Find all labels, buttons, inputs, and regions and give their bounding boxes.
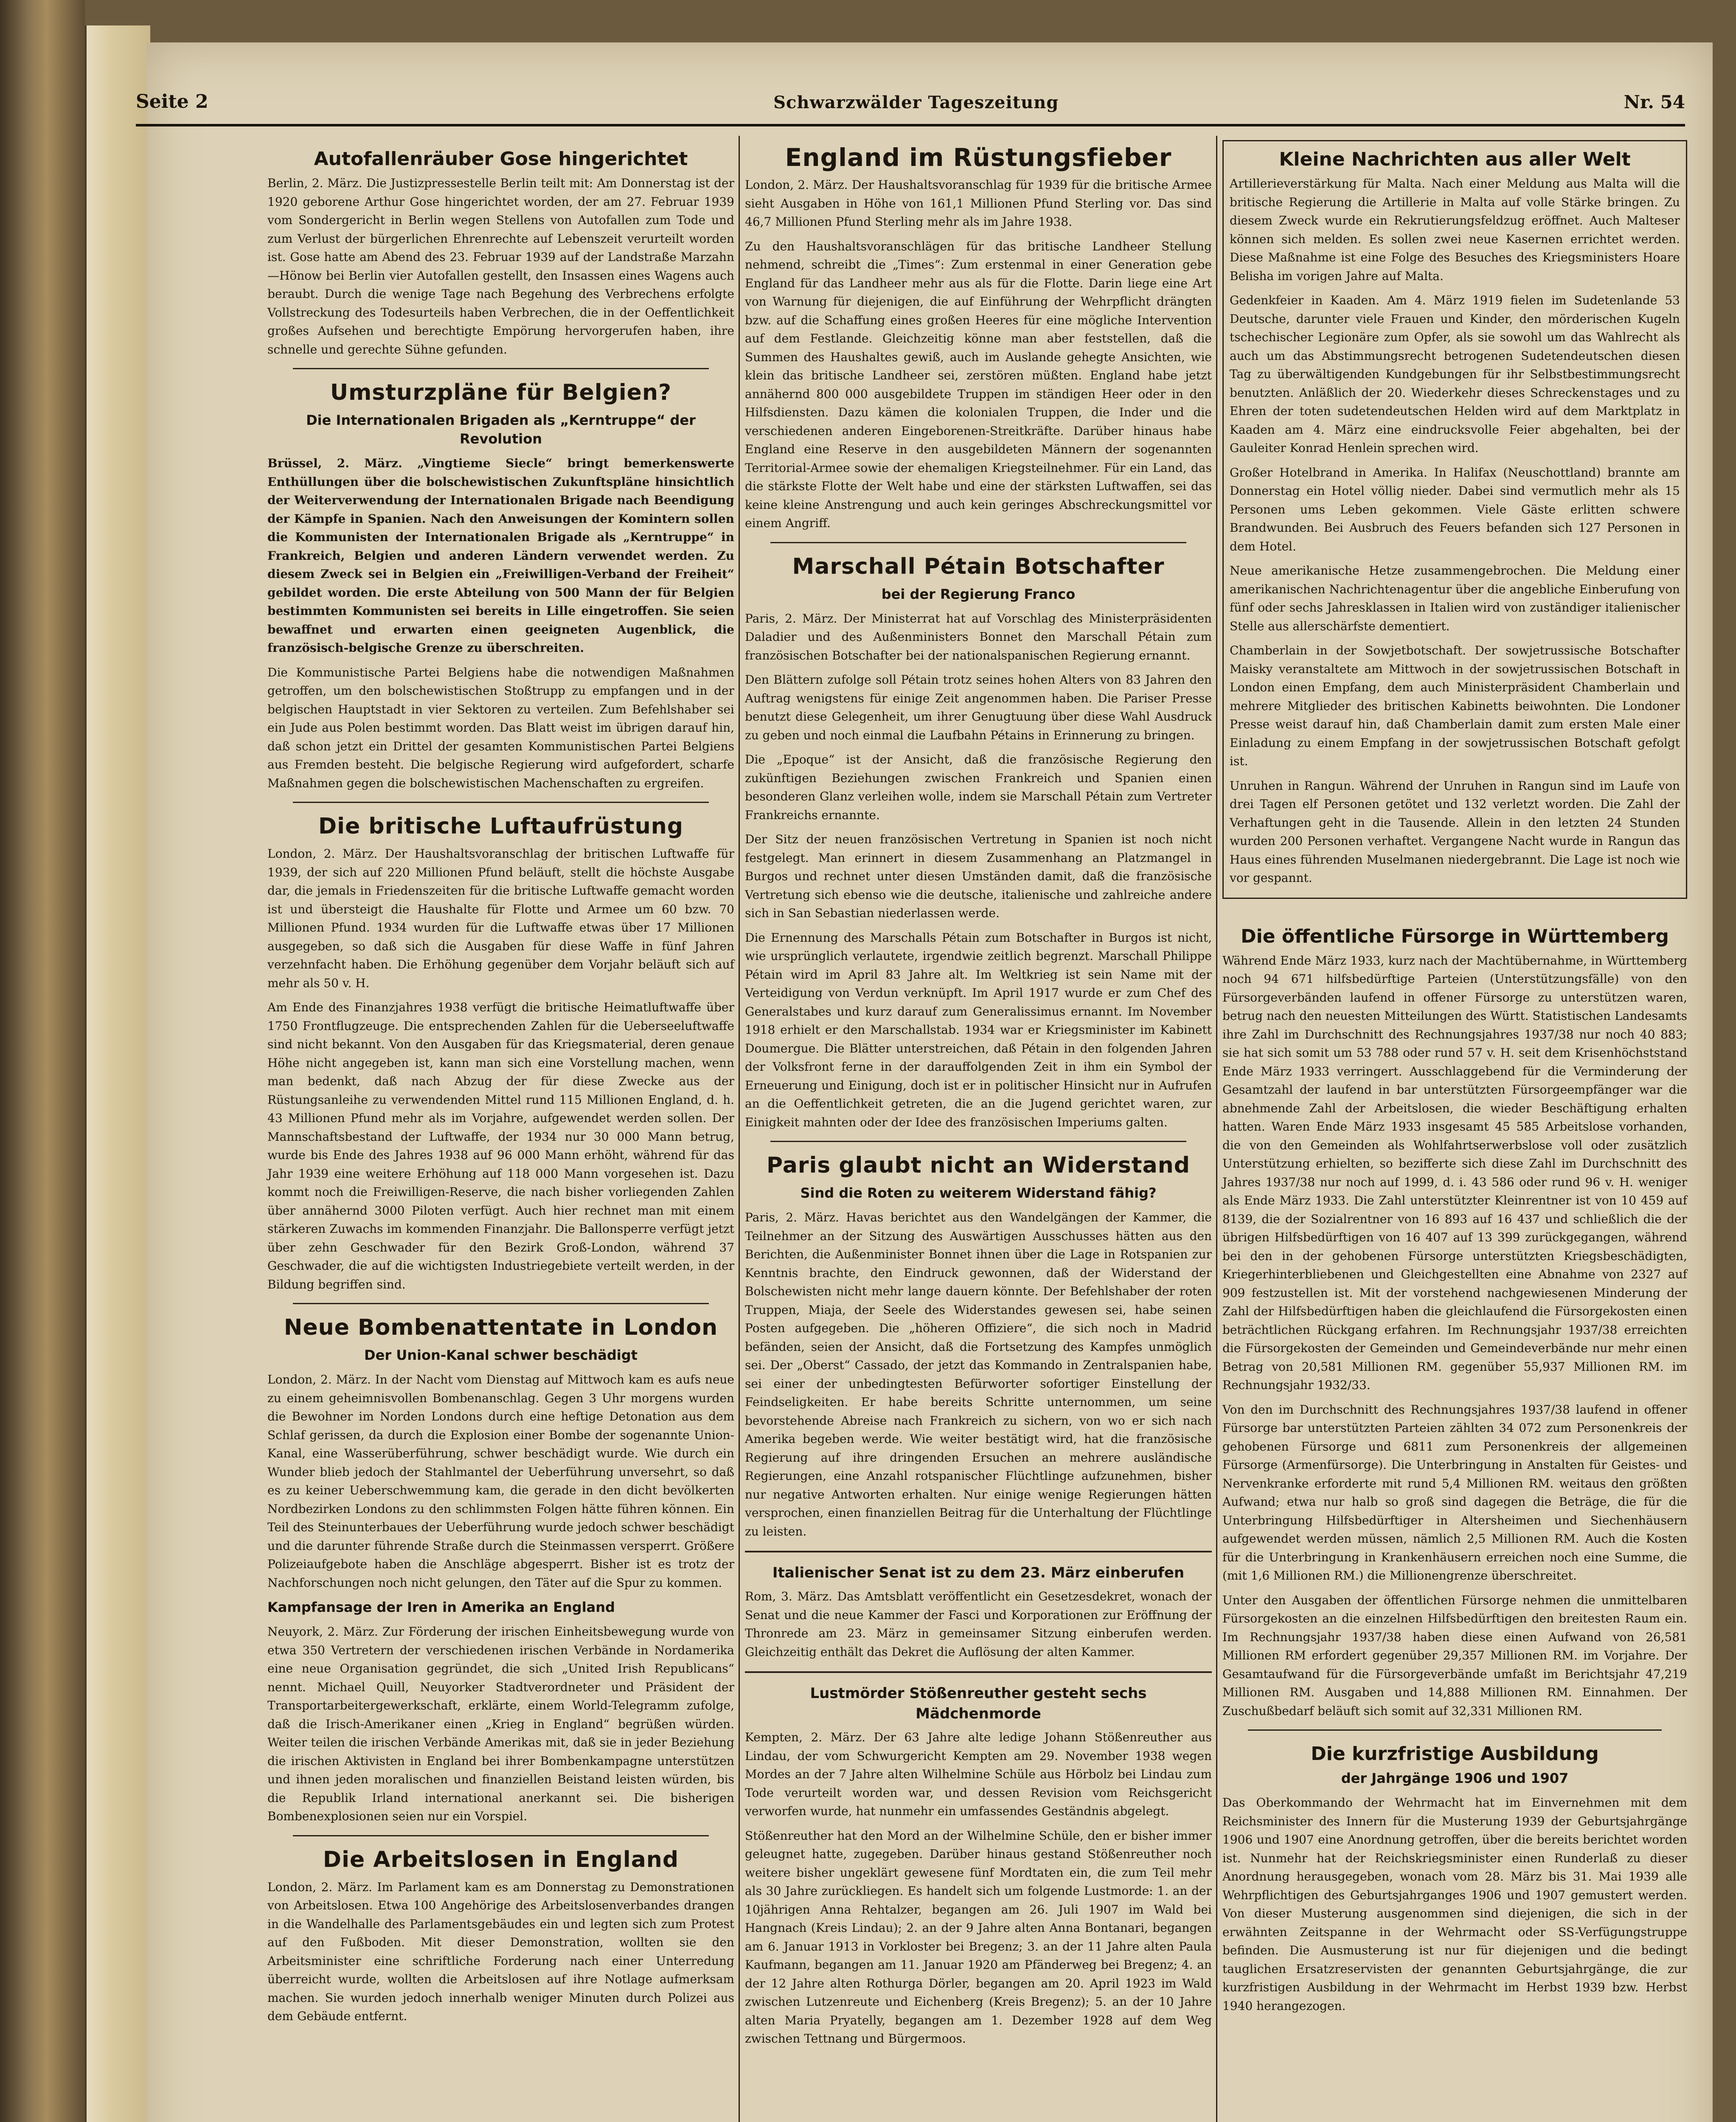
separator: [745, 1671, 1212, 1673]
article-body: London, 2. März. Der Haushaltsvoranschlag für 1939 für die britische Armee sieht Ausgaben in Höhe von 161,1 Millionen Pfund Sterling vor. Das sind 46,7 Millionen Pfund Sterling mehr als im Jahre 1938.: [745, 178, 1212, 229]
article-title: Paris glaubt nicht an Widerstand: [767, 1153, 1190, 1178]
separator: [293, 1835, 709, 1836]
separator: [745, 1551, 1212, 1552]
article-title: Italienischer Senat ist zu dem 23. März einberufen: [772, 1564, 1185, 1581]
article-body: Kempten, 2. März. Der 63 Jahre alte ledige Johann Stößenreuther aus Lindau, der vom Schwurgericht Kempten am 29. November 1938 wegen Mordes an der 7 Jahre alten Wilhelmine Schüle aus Hörbolz bei Lindau zum Tode verurteilt worden war, und dessen Revision vom Reichsgericht verworfen wurde, hat nunmehr ein umfassendes Geständnis abgelegt.: [745, 1730, 1212, 1818]
page-stack-edge: [85, 25, 150, 2122]
article-subtitle: Sind die Roten zu weiterem Widerstand fähig?: [800, 1185, 1157, 1201]
column-3: [1222, 136, 1687, 2021]
article-body: Paris, 2. März. Havas berichtet aus den Wandelgängen der Kammer, die Teilnehmer an der Sitzung des Auswärtigen Ausschusses hätten aus den Berichten, die Außenminister Bonnet ihnen über die Lage in Rotspanien zur Kenntnis brachte, den Eindruck gewonnen, daß der Widerstand der Bolschewisten nicht mehr lange dauern könnte. Der Befehlshaber der roten Truppen, Miaja, der Seele des Widerstandes gewesen sei, habe seinen Posten aufgegeben. Die „höheren Offiziere“, die sich noch in Madrid befänden, seien der Ansicht, daß die Fortsetzung des Kampfes unmöglich sei. Der „Oberst“ Cassado, der jetzt das Kommando in Zentralspanien habe, sei einer der unbedingtesten Befürworter sofortiger Einstellung der Feindseligkeiten. Er habe bereits Schritte unternommen, um seine bevorstehende Abreise nach Frankreich zu sichern, von wo er sich nach Amerika begeben werde. Wie weiter bestätigt wird, hat die französische Regierung auf ihre dringenden Ersuchen an mehrere ausländische Regierungen, eine Anzahl rotspanischer Flüchtlinge aufzunehmen, bisher nur negative Antworten erhalten. Nur einige wenige Regierungen hätten versprochen, einen finanziellen Beitrag für die Unterhaltung der Flüchtlinge zu leisten.: [745, 1210, 1212, 1538]
article-title: Die britische Luftaufrüstung: [318, 814, 683, 839]
page-number: Seite 2: [136, 91, 208, 112]
article-body: Unruhen in Rangun. Während der Unruhen in Rangun sind im Laufe von drei Tagen elf Personen getötet und 132 verletzt worden. Die Zahl der Verhaftungen geht in die Tausende. Allein in den letzten 24 Stunden wurden 200 Personen verhaftet. Vergangene Nacht wurde in Rangun das Haus eines führenden Muselmanen niedergebrannt. Die Lage ist noch wie vor gespannt.: [1230, 778, 1680, 885]
issue-number: Nr. 54: [1624, 92, 1685, 112]
article-subtitle: Der Union-Kanal schwer beschädigt: [364, 1347, 638, 1363]
column-divider: [739, 136, 740, 2122]
article-body: Chamberlain in der Sowjetbotschaft. Der sowjetrussische Botschafter Maisky veranstaltete am Mittwoch in der sowjetrussischen Botschaft in London einen Empfang, dem auch Ministerpräsident Chamberlain und mehrere Mitglieder des britischen Kabinetts beiwohnten. Die Londoner Presse weist darauf hin, daß Chamberlain damit zum ersten Male einer Einladung zu einem Empfang in der sowjetrussischen Botschaft gefolgt ist.: [1230, 643, 1680, 768]
article-title: Marschall Pétain Botschafter: [792, 553, 1165, 579]
article-title: Die Arbeitslosen in England: [323, 1847, 679, 1872]
article-subtitle: bei der Regierung Franco: [881, 586, 1076, 602]
article-body: London, 2. März. Der Haushaltsvoranschlag der britischen Luftwaffe für 1939, der sich auf 220 Millionen Pfund beläuft, stellt die höchste Ausgabe dar, die jemals in Friedenszeiten für die britische Luftwaffe gemacht worden ist und übersteigt die Haushalte für Flotte und Armee um 60 bzw. 70 Millionen Pfund. 1934 wurden für die Luftwaffe etwas über 17 Millionen ausgegeben, so daß sich die Ausgaben für diese Waffe in fünf Jahren verzehnfacht haben. Die Erhöhung gegenüber dem Vorjahr beläuft sich auf mehr als 50 v. H.: [267, 847, 734, 990]
article-title: Neue Bombenattentate in London: [284, 1315, 718, 1340]
article-body: Das Oberkommando der Wehrmacht hat im Einvernehmen mit dem Reichsminister des Innern für die Musterung 1939 der Geburtsjahrgänge 1906 und 1907 eine Anordnung getroffen, über die bereits berichtet worden ist. Nunmehr hat der Reichskriegsminister einen Runderlaß zu dieser Anordnung herausgegeben, wonach vom 28. März bis 31. Mai 1939 alle Wehrpflichtigen des Geburtsjahrganges 1906 und 1907 gemustert werden. Von dieser Musterung ausgenommen sind diejenigen, die sich in der erwähnten Zeitspanne in der Wehrmacht oder SS-Verfügungstruppe befinden. Die Ausmusterung ist nur für diejenigen und die bedingt tauglichen Ersatzreservisten der genannten Geburtsjahrgänge, die zur kurzfristigen Ausbildung in der Wehrmacht im Herbst 1939 bzw. Herbst 1940 herangezogen.: [1222, 1796, 1687, 2013]
article-body: Stößenreuther hat den Mord an der Wilhelmine Schüle, den er bisher immer geleugnet hatte, zugegeben. Darüber hinaus gestand Stößenreuther noch weitere bisher ungeklärt gewesene fünf Mordtaten ein, die zum Teil mehr als 30 Jahre zurückliegen. Es handelt sich um folgende Lustmorde: 1. an der 10jährigen Anna Rehtalzer, begangen am 26. Juli 1907 im Wald bei Hangnach (Kreis Lindau); 2. an der 9 Jahre alten Anna Bontanari, begangen am 6. Januar 1913 in Vorkloster bei Bregenz; 3. an der 11 Jahre alten Paula Kaufmann, begangen am 11. Januar 1920 am Pfänderweg bei Bregenz; 4. an der 12 Jahre alten Rothurga Dörler, begangen am 20. April 1923 im Wald zwischen Lutzenreute und Eichenberg (Kreis Bregenz); 5. an der 10 Jahre alten Maria Pryatelly, begangen am 1. Dezember 1928 auf dem Weg zwischen Tettnang und Bürgermoos.: [745, 1828, 1212, 2046]
article-body: London, 2. März. In der Nacht vom Dienstag auf Mittwoch kam es aufs neue zu einem geheimnisvollen Bombenanschlag. Gegen 3 Uhr morgens wurden die Bewohner im Norden Londons durch eine heftige Detonation aus dem Schlaf gerissen, da durch die Explosion einer Bombe der sogenannte Union-Kanal, eine Wasserüberführung, schwer beschädigt wurde. Wie durch ein Wunder blieb jedoch der Stahlmantel der Ueberführung unversehrt, so daß es zu keiner Ueberschwemmung kam, die gerade in den dicht bevölkerten Nordbezirken Londons zu den schlimmsten Folgen hätte führen können. Ein Teil des Steinunterbaues der Ueberführung wurde jedoch schwer beschädigt und die darunter führende Straße durch die Steinmassen versperrt. Größere Polizeiaufgebote haben die Anschläge abgesperrt. Bisher ist es trotz der Nachforschungen noch nicht gelungen, den Täter auf die Spur zu kommen.: [267, 1373, 734, 1590]
article-body: Neuyork, 2. März. Zur Förderung der irischen Einheitsbewegung wurde von etwa 350 Vertretern der verschiedenen irischen Verbände in Nordamerika eine neue Organisation gegründet, die sich „United Irish Republicans“ nennt. Michael Quill, Neuyorker Stadtverordneter und Präsident der Transportarbeitergewerkschaft, erklärte, einem World-Telegramm zufolge, daß die Irisch-Amerikaner einen „Krieg in England“ begrüßen würden. Weiter teilen die irischen Verbände Amerikas mit, daß sie in jeder Beziehung die irischen Aktivisten in England bei ihrer Bombenkampagne unterstützen und ihnen jeden moralischen und finanziellen Beistand leisten würden, bis die Republik Irland international anerkannt sei. Die bisherigen Bombenexplosionen seien nur ein Vorspiel.: [267, 1625, 734, 1823]
column-2: [745, 136, 1212, 2054]
article-body: Großer Hotelbrand in Amerika. In Halifax (Neuschottland) brannte am Donnerstag ein Hotel völlig nieder. Dabei sind vermutlich mehr als 15 Personen ums Leben gekommen. Viele Gäste erlitten schwere Brandwunden. Bei Ausbruch des Feuers befanden sich 127 Personen in dem Hotel.: [1230, 465, 1680, 553]
article-title: Kleine Nachrichten aus aller Welt: [1279, 149, 1631, 170]
article-body: Brüssel, 2. März. „Vingtieme Siecle“ bringt bemerkenswerte Enthüllungen über die bolschewistischen Zukunftspläne hinsichtlich der Weiterverwendung der Internationalen Brigade nach Beendigung der Kämpfe in Spanien. Nach den Anweisungen der Komintern sollen die Kommunisten der Internationalen Brigade als „Kerntruppe“ in Frankreich, Belgien und anderen Ländern verwendet werden. Zu diesem Zweck sei in Belgien ein „Freiwilligen-Verband der Freiheit“ gebildet worden. Die erste Abteilung von 500 Mann der für Belgien bestimmten Kommunisten sei bereits in Lille eingetroffen. Sie seien bewaffnet und erwarten einen geeigneten Augenblick, die französisch-belgische Grenze zu überschreiten.: [267, 456, 734, 655]
separator: [770, 1141, 1186, 1142]
separator: [293, 802, 709, 803]
article-title: Umsturzpläne für Belgien?: [330, 380, 672, 405]
article-body: Paris, 2. März. Der Ministerrat hat auf Vorschlag des Ministerpräsidenten Daladier und des Außenministers Bonnet den Marschall Pétain zum französischen Botschafter bei der nationalspanischen Regierung ernannt.: [745, 611, 1212, 662]
article-subtitle: der Jahrgänge 1906 und 1907: [1341, 1770, 1569, 1786]
article-body: Berlin, 2. März. Die Justizpressestelle Berlin teilt mit: Am Donnerstag ist der 1920 geborene Arthur Gose hingerichtet worden, der am 27. Februar 1939 vom Sondergericht in Berlin wegen Stellens von Autofallen zum Tode und zum Verlust der bürgerlichen Ehrenrechte auf Lebenszeit verurteilt worden ist. Gose hatte am Abend des 23. Februar 1939 auf der Landstraße Marzahn—Hönow bei Berlin vier Autofallen gestellt, den Insassen eines Wagens auch beraubt. Durch die wenige Tage nach Begehung des Verbrechens erfolgte Vollstreckung des Todesurteils haben Verbrechen, die in der Oeffentlichkeit großes Aufsehen und berechtigte Empörung hervorgerufen haben, ihre schnelle und gerechte Sühne gefunden.: [267, 176, 734, 356]
column-divider: [1216, 136, 1217, 2122]
article-body: Rom, 3. März. Das Amtsblatt veröffentlicht ein Gesetzesdekret, wonach der Senat und die neue Kammer der Fasci und Korporationen zur Eröffnung der Thronrede am 23. März in gemeinsamer Sitzung einberufen werden. Gleichzeitig enthält das Dekret die Auflösung der alten Kammer.: [745, 1589, 1212, 1659]
article-body: Neue amerikanische Hetze zusammengebrochen. Die Meldung einer amerikanischen Nachrichtenagentur über die angebliche Einberufung von fünf oder sechs Jahresklassen in Italien wird von zuständiger italienischer Stelle aus allerschärfste dementiert.: [1230, 564, 1680, 633]
separator: [293, 1303, 709, 1304]
article-subtitle: Die Internationalen Brigaden als „Kerntruppe“ der Revolution: [306, 412, 696, 447]
separator: [770, 542, 1186, 543]
article-body: Der Sitz der neuen französischen Vertretung in Spanien ist noch nicht festgelegt. Man erinnert in diesem Zusammenhang an Platzmangel in Burgos und rechnet unter diesen Umständen damit, daß die französische Vertretung sich ebenso wie die deutsche, italienische und zahlreiche andere sich in San Sebastian niederlassen werde.: [745, 832, 1212, 920]
article-body: Die Ernennung des Marschalls Pétain zum Botschafter in Burgos ist nicht, wie ursprünglich verlautete, irgendwie zeitlich begrenzt. Marschall Philippe Pétain wird im April 83 Jahre alt. Im Weltkrieg ist sein Name mit der Verteidigung von Verdun verknüpft. Im April 1917 wurde er zum Chef des Generalstabes und kurz darauf zum Generalissimus ernannt. Im November 1918 erhielt er den Marschallstab. 1934 war er Kriegsminister im Kabinett Doumergue. Die Blätter unterstreichen, daß Pétain in den folgenden Jahren der Volksfront ferne in der darauffolgenden Zeit in ihm ein Symbol der Erneuerung und Einigung, doch ist er in politischer Hinsicht nur in Aufrufen an die Oeffentlichkeit getreten, die an die Jugend gerichtet waren, zur Einigkeit mahnten oder der Idee des französischen Imperiums galten.: [745, 930, 1212, 1129]
article-subheading: Kampfansage der Iren in Amerika an England: [267, 1599, 615, 1615]
separator: [1248, 1729, 1662, 1731]
article-body: Den Blättern zufolge soll Pétain trotz seines hohen Alters von 83 Jahren den Auftrag wenigstens für einige Zeit angenommen haben. Die Pariser Presse benutzt diese Gelegenheit, um ihrer Genugtuung über diese Wahl Ausdruck zu geben und noch einmal die Laufbahn Pétains in Erinnerung zu bringen.: [745, 673, 1212, 742]
article-body: Während Ende März 1933, kurz nach der Machtübernahme, in Württemberg noch 94 671 hilfsbedürftige Parteien (Unterstützungsfälle) von den Fürsorgeverbänden laufend in offener Fürsorge zu unterstützen waren, betrug nach den neuesten Mitteilungen des Württ. Statistischen Landesamts ihre Zahl im Durchschnitt des Rechnungsjahres 1937/38 nur noch 40 883; sie hat sich somit um 53 788 oder rund 57 v. H. seit dem Krisenhöchststand Ende März 1933 verringert. Ausschlaggebend für die Verminderung der Gesamtzahl der laufend in bar unterstützten Fürsorgeempfänger war die abnehmende Zahl der Arbeitslosen, die wieder Beschäftigung erhalten hatten. Waren Ende März 1933 insgesamt 45 585 Arbeitslose vorhanden, die von den Gemeinden als Wohlfahrtserwerbslose voll oder zusätzlich Unterstützung erhielten, so bezifferte sich diese Zahl im Durchschnitt des Jahres 1937/38 nur noch auf 1999, d. i. 43 586 oder rund 96 v. H. weniger als Ende März 1933. Die Zahl unterstützter Kleinrentner ist von 10 459 auf 8139, die der Sozialrentner von 16 893 auf 16 437 und schließlich die der übrigen Hilfsbedürftigen von 16 407 auf 13 399 zurückgegangen, während bei den in der gehobenen Fürsorge unterstützten Kriegsbeschädigten, Kriegerhinterbliebenen und Gleichgestellten eine Abnahme von 2327 auf 909 festzustellen ist. Mit der vorstehend nachgewiesenen Minderung der Zahl der Hilfsbedürftigen haben die gleichlaufend die Fürsorgekosten einen beträchtlichen Rückgang erfahren. Im Rechnungsjahr 1937/38 erreichten die Fürsorgekosten der Gemeinden und Gemeindeverbände nur mehr einen Betrag von 20,581 Millionen RM. gegenüber 55,937 Millionen RM. im Rechnungsjahr 1932/33.: [1222, 953, 1687, 1392]
column-1: [267, 136, 734, 2032]
separator: [293, 368, 709, 369]
article-title: England im Rüstungsfieber: [785, 143, 1172, 172]
article-body: Artillerieverstärkung für Malta. Nach einer Meldung aus Malta will die britische Regierung die Artillerie in Malta auf volle Stärke bringen. Zu diesem Zweck wurde ein Rekrutierungsfeldzug eröffnet. Auch Malteser können sich melden. Es sollen zwei neue Kasernen errichtet werden. Diese Maßnahme ist eine Folge des Besuches des Kriegsministers Hoare Belisha im vorigen Jahre auf Malta.: [1230, 177, 1680, 283]
short-news-box: [1222, 140, 1687, 899]
article-body: London, 2. März. Im Parlament kam es am Donnerstag zu Demonstrationen von Arbeitslosen. Etwa 100 Angehörige des Arbeitslosenverbandes drangen in die Wandelhalle des Parlamentsgebäudes ein und legten sich zum Protest auf den Fußboden. Mit dieser Demonstration, wollten sie den Arbeitsminister eine schriftliche Forderung nach einer Unterredung überreicht wurde, wollten die Arbeitslosen auf ihre Notlage aufmerksam machen. Sie wurden jedoch innerhalb weniger Minuten durch Polizei aus dem Gebäude entfernt.: [267, 1880, 734, 2023]
newspaper-title: Schwarzwälder Tageszeitung: [773, 93, 1059, 112]
header-rule: [136, 124, 1685, 126]
article-body: Am Ende des Finanzjahres 1938 verfügt die britische Heimatluftwaffe über 1750 Frontflugzeuge. Die entsprechenden Zahlen für die Ueberseeluftwaffe sind nicht bekannt. Von den Ausgaben für das Kriegsmaterial, deren genaue Höhe nicht angegeben ist, kann man sich eine Vorstellung machen, wenn man bedenkt, daß nach Abzug der für diese Zwecke aus der Rüstungsanleihe zu verwendenden Mittel rund 115 Millionen England, d. h. 43 Millionen Pfund mehr als im Vorjahre, aufgewendet werden sollen. Der Mannschaftsbestand der Luftwaffe, der 1934 nur 30 000 Mann betrug, wurde bis Ende des Jahres 1938 auf 96 000 Mann erhöht, während für das Jahr 1939 eine weitere Erhöhung auf 118 000 Mann vorgesehen ist. Dazu kommt noch die Freiwilligen-Reserve, die nach bisher vorliegenden Zahlen über annähernd 3000 Piloten verfügt. Auch hier rechnet man mit einem stärkeren Zuwachs im kommenden Finanzjahr. Die Ballonsperre verfügt jetzt über zehn Geschwader für den Bezirk Groß-London, während 37 Geschwader, die auf die wichtigsten Industriegebiete verteilt werden, in der Bildung begriffen sind.: [267, 1000, 734, 1291]
article-title: Lustmörder Stößenreuther gesteht sechs Mädchenmorde: [810, 1685, 1147, 1722]
article-body: Gedenkfeier in Kaaden. Am 4. März 1919 fielen im Sudetenlande 53 Deutsche, darunter viele Frauen und Kinder, den mörderischen Kugeln tschechischer Legionäre zum Opfer, als sie sowohl um das Wahlrecht als auch um das Abstimmungsrecht betrogenen Sudetendeutschen diesen Tag zu überwältigenden Kundgebungen für ihr Selbstbestimmungsrecht benutzten. Anläßlich der 20. Wiederkehr dieses Schreckenstages und zu Ehren der toten sudetendeutschen Helden wird auf dem Marktplatz in Kaaden am 4. März eine eindrucksvolle Feier abgehalten, bei der Gauleiter Konrad Henlein sprechen wird.: [1230, 293, 1680, 455]
article-title: Autofallenräuber Gose hingerichtet: [314, 148, 688, 170]
article-body: Unter den Ausgaben der öffentlichen Fürsorge nehmen die unmittelbaren Fürsorgekosten an die einzelnen Hilfsbedürftigen den breitesten Raum ein. Im Rechnungsjahr 1937/38 haben diese einen Aufwand von 26,581 Millionen RM erfordert gegenüber 29,357 Millionen RM. im Vorjahre. Der Gesamtaufwand für die Fürsorgeverbände umfaßt im Berichtsjahr 47,219 Millionen RM. Ausgaben und 14,888 Millionen RM. Einnahmen. Der Zuschußbedarf beläuft sich somit auf 32,331 Millionen RM.: [1222, 1593, 1687, 1718]
article-title: Die kurzfristige Ausbildung: [1311, 1743, 1599, 1765]
page-header: [136, 79, 1685, 112]
book-binding: [0, 0, 85, 2122]
article-body: Zu den Haushaltsvoranschlägen für das britische Landheer Stellung nehmend, schreibt die „Times“: Zum erstenmal in einer Generation gebe England für das Landheer mehr aus als für die Flotte. Darin liege eine Art von Warnung für diejenigen, die auf Einführung der Wehrpflicht drängten bzw. auf die Schaffung eines großen Heeres für eine mögliche Intervention auf dem Festlande. Gleichzeitig könne man aber feststellen, daß die Summen des Haushaltes gewiß, auch im Auslande gehegte Ansichten, wie klein das britische Landheer sei, zerstören müßten. England habe jetzt annähernd 800 000 ausgebildete Truppen im ständigen Heer oder in den Hilfsdiensten. Dazu kämen die kolonialen Truppen, die Inder und die verschiedenen anderen Eingeborenen-Streitkräfte. Darüber hinaus habe England eine Reserve in den ausgebildeten Männern der sogenannten Territorial-Armee sowie der ehemaligen Kriegsteilnehmer. Für ein Land, das die stärkste Flotte der Welt habe und eine der stärksten Luftwaffen, sei das keine kleine Anstrengung und auch kein geringes Abschreckungsmittel vor einem Angriff.: [745, 239, 1212, 530]
article-body: Die „Epoque“ ist der Ansicht, daß die französische Regierung den zukünftigen Beziehungen zwischen Frankreich und Spanien einen besonderen Glanz verleihen wolle, indem sie Marschall Pétain zum Vertreter Frankreichs ernannte.: [745, 752, 1212, 822]
article-body: Die Kommunistische Partei Belgiens habe die notwendigen Maßnahmen getroffen, um den bolschewistischen Stoßtrupp zu empfangen und in der belgischen Hauptstadt in vier Sektoren zu verteilen. Zum Befehlshaber sei ein Jude aus Polen bestimmt worden. Das Blatt weist im übrigen darauf hin, daß schon jetzt ein Drittel der gesamten Kommunistischen Partei Belgiens aus Fremden besteht. Die belgische Regierung wird aufgefordert, scharfe Maßnahmen gegen die bolschewistischen Machenschaften zu ergreifen.: [267, 665, 734, 790]
article-title: Die öffentliche Fürsorge in Württemberg: [1241, 925, 1669, 947]
article-body: Von den im Durchschnitt des Rechnungsjahres 1937/38 laufend in offener Fürsorge bar unterstützten Parteien zählten 34 072 zum Personenkreis der gehobenen Fürsorge und 6811 zum Personenkreis der allgemeinen Fürsorge (Armenfürsorge). Die Unterbringung in Anstalten für Geistes- und Nervenkranke erforderte mit rund 5,4 Millionen RM. weitaus den größten Aufwand; etwa nur halb so groß sind dagegen die Beträge, die für die Unterbringung Hilfsbedürftiger in Altersheimen und Siechenhäusern aufgewendet werden müssen, nämlich 2,5 Millionen RM. Auch die Kosten für die Unterbringung in Krankenhäusern erreichen noch eine Summe, die (mit 1,6 Millionen RM.) die Millionengrenze überschreitet.: [1222, 1402, 1687, 1583]
